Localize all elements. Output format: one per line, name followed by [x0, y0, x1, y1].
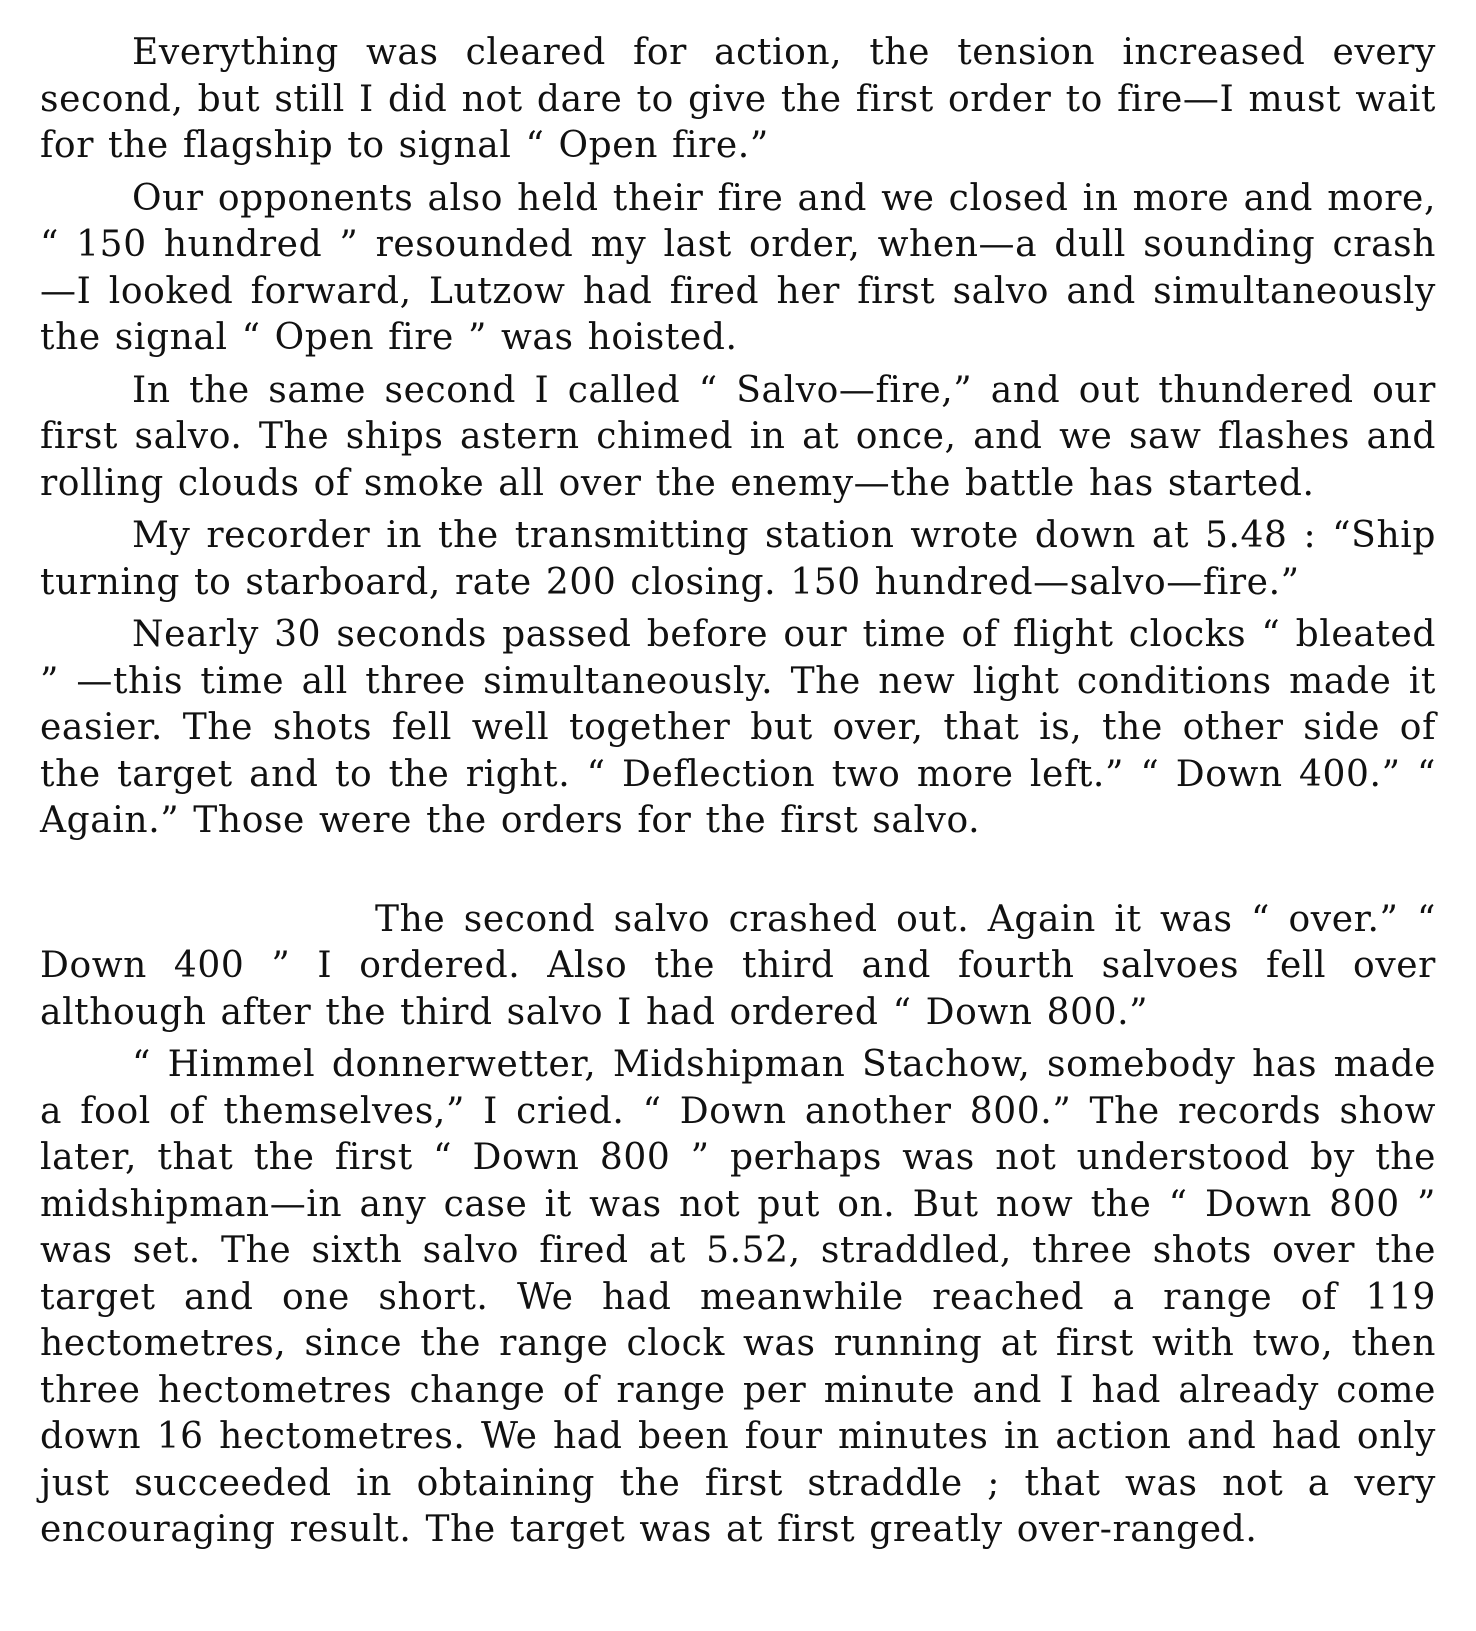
paragraph-second-salvo: The second salvo crashed out. Again it was “ over.” “ Down 400 ” I ordered. Also the third and fourth salvoes fell over although after the third salvo I had ordered “ Down 800.” — [40, 898, 1436, 1033]
section-break — [40, 851, 1436, 897]
paragraph-himmel-donnerwetter: “ Himmel donnerwetter, Midshipman Stachow, somebody has made a fool of themselves,” I cried. “ Down another 800.” The records show later, that the first “ Down 800 ” perhaps was not understood by the midshipman—in any case it was not put on. But now the “ Down 800 ” was set. The sixth salvo fired at 5.52, straddled, three shots over the target and one short. We had meanwhile reached a range of 119 hectometres, since the range clock was running at first with two, then three hectometres change of range per minute and I had already come down 16 hectometres. We had been four minutes in action and had only just succeeded in obtaining the first straddle ; that was not a very encouraging result. The target was at first greatly over-ranged. — [40, 1044, 1436, 1550]
paragraph-recorder-note: My recorder in the transmitting station wrote down at 5.48 : “Ship turning to starboard, rate 200 closing. 150 hundred—salvo—fire.” — [40, 515, 1436, 603]
document-page — [40, 30, 1436, 1560]
paragraph-time-of-flight: Nearly 30 seconds passed before our time of flight clocks “ bleated ” —this time all three simultaneously. The new light conditions made it easier. The shots fell well together but over, that is, the other side of the target and to the right. “ Deflection two more left.” “ Down 400.” “ Again.” Those were the orders for the first salvo. — [40, 614, 1436, 841]
paragraph-first-salvo: In the same second I called “ Salvo—fire,” and out thundered our first salvo. The ships astern chimed in at once, and we saw flashes and rolling clouds of smoke all over the enemy—the battle has started. — [40, 369, 1436, 504]
paragraph-cleared-for-action: Everything was cleared for action, the tension increased every second, but still I did not dare to give the first order to fire—I must wait for the flagship to signal “ Open fire.” — [40, 32, 1436, 166]
paragraph-opponents-held-fire: Our opponents also held their fire and we closed in more and more, “ 150 hundred ” resounded my last order, when—a dull sounding crash —I looked forward, Lutzow had fired her first salvo and simultaneously the signal “ Open fire ” was hoisted. — [40, 177, 1436, 358]
